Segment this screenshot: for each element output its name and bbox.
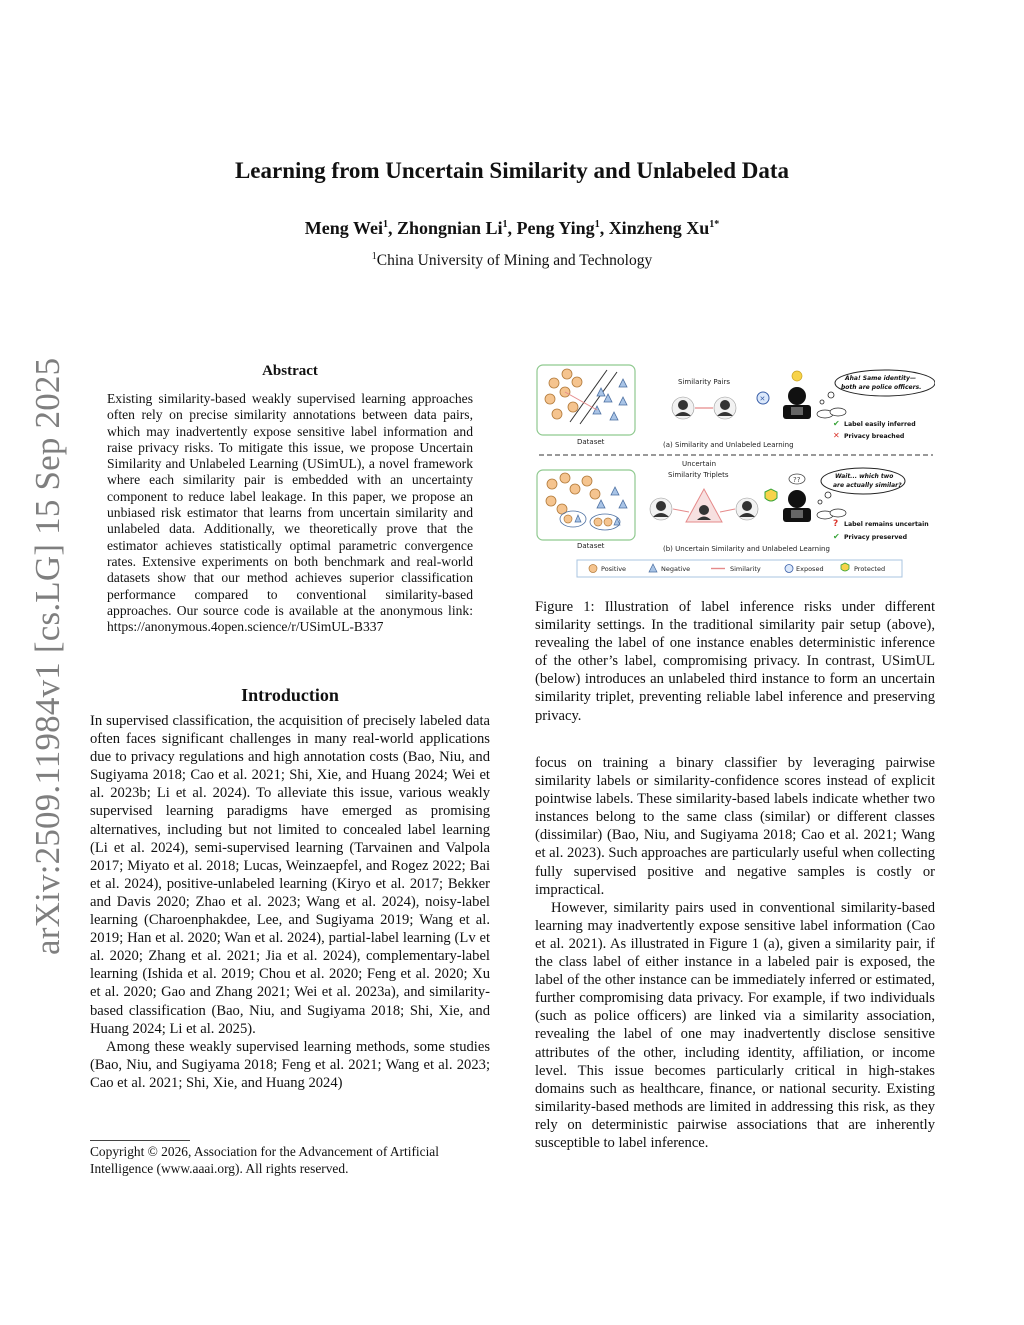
- paragraph: Among these weakly supervised learning methods, some studies (Bao, Niu, and Sugiyama 2018; Feng et al. 2021; Wang et al. 2023; Cao et al. 2021; Shi, Xie, and Huang 2024): [90, 1038, 490, 1091]
- footnote-rule: [90, 1140, 190, 1141]
- svg-text:✔: ✔: [833, 532, 840, 541]
- svg-text:✔: ✔: [833, 419, 840, 428]
- legend-label: Exposed: [796, 565, 824, 573]
- copyright-footnote: Copyright © 2026, Association for the Advancement of Artificial Intelligence (www.aaai.org). All rights reserved.: [90, 1144, 439, 1176]
- uncertain-label: Similarity Triplets: [668, 471, 729, 479]
- thought-bubble-a: [820, 370, 935, 404]
- author-mark: 1: [382, 219, 388, 230]
- status-text: Label remains uncertain: [844, 521, 929, 528]
- hacker-icon-a: [783, 387, 811, 419]
- bubble-text: Aha! Same identity—: [845, 375, 916, 382]
- paragraph: focus on training a binary classifier by leveraging pairwise similarity labels or similarity-confidence scores instead of explicit pointwise labels. These similarity-based labels indicate whether two instances belong to the same class (similar) or different classes (dissimilar) (Bao, Niu, and Sugiyama 2018; Cao et al. 2021; Wang et al. 2023). Such approaches are particularly useful when collecting fully supervised positive and negative samples is costly or impractical.: [535, 755, 935, 898]
- affiliation: [0, 252, 1024, 270]
- panel-b-caption: (b) Uncertain Similarity and Unlabeled Learning: [663, 545, 830, 553]
- status-text: Label easily inferred: [844, 421, 916, 428]
- author-mark: 1*: [709, 219, 720, 230]
- panel-a-caption: (a) Similarity and Unlabeled Learning: [663, 441, 794, 449]
- status-text: Privacy breached: [844, 433, 905, 440]
- svg-text:✕: ✕: [833, 431, 840, 440]
- legend-label: Similarity: [730, 565, 761, 573]
- svg-text:??: ??: [793, 476, 801, 484]
- author-mark: 1: [594, 219, 600, 230]
- author-name: Zhongnian Li: [396, 218, 503, 238]
- hacker-icon-b: [783, 490, 811, 522]
- author-name: Meng Wei: [304, 218, 383, 238]
- exposed-icon: [757, 392, 769, 404]
- bubble-text: are actually similar?: [833, 482, 902, 489]
- author-name: Peng Ying: [516, 218, 595, 238]
- svg-text:?: ?: [833, 519, 839, 529]
- dataset-label: Dataset: [577, 542, 605, 550]
- status-b: [833, 519, 929, 541]
- dataset-box-b: [537, 470, 635, 550]
- author-mark: 1: [502, 219, 508, 230]
- paper-title: Learning from Uncertain Similarity and Unlabeled Data: [234, 158, 790, 183]
- small-bubbles-a: [817, 408, 846, 418]
- svg-text:✕: ✕: [759, 395, 766, 403]
- figure-caption: Figure 1: Illustration of label inference risks under different similarity settings. In the traditional similarity pair setup (above), revealing the label of one instance enables deterministic inference of the other’s label, compromising privacy. In contrast, USimUL (below) introduces an unlabeled third instance to form an uncertain similarity triplet, preventing reliable label inference and preserving privacy.: [535, 599, 935, 724]
- thought-bubble-b: [818, 468, 905, 504]
- abstract-text: Existing similarity-based weakly supervised learning approaches often rely on precise similarity annotations between data pairs, which may inadvertently expose sensitive label information and raise privacy risks. To mitigate this issue, we propose Uncertain Similarity and Unlabeled Learning (USimUL), a novel framework where each similarity pair is embedded with an uncertainty component to reduce label leakage. In this paper, we propose an unbiased risk estimator that learns from uncertain similarity and unlabeled data. Additionally, we theoretically prove that the estimator achieves statistically optimal parametric convergence rates. Extensive experiments on both benchmark and real-world datasets show that our method achieves superior classification performance compared to conventional similarity-based approaches. Our source code is available at the anonymous link: https://anonymous.4open.science/r/USimUL-B337: [107, 391, 473, 635]
- legend-label: Protected: [854, 565, 886, 573]
- arxiv-identifier: arXiv:2509.11984v1 [cs.LG] 15 Sep 2025: [28, 357, 67, 955]
- figure-1: [535, 362, 935, 584]
- uncertain-label: Uncertain: [682, 460, 717, 468]
- similarity-pairs-label: Similarity Pairs: [678, 378, 730, 386]
- officer-triplet-b: [650, 489, 758, 522]
- small-bubbles-b: [817, 509, 846, 519]
- lightbulb-icon: [792, 371, 802, 381]
- affiliation-mark: 1: [371, 250, 377, 262]
- introduction-heading: Introduction: [241, 685, 339, 705]
- protected-icon: [765, 489, 777, 501]
- figure-legend: [577, 560, 902, 577]
- bubble-text: both are police officers.: [841, 384, 922, 391]
- question-cloud-icon: [789, 474, 805, 484]
- author-name: Xinzheng Xu: [608, 218, 710, 238]
- left-column-body: [90, 712, 490, 1092]
- dataset-label: Dataset: [577, 438, 605, 446]
- dataset-box-a: [537, 365, 635, 446]
- right-column-body: [535, 754, 935, 1152]
- abstract-heading: Abstract: [262, 363, 318, 379]
- author-list: Meng Wei$^1$, Zhongnian Li$^1$, Peng Ying$^1$, Xinzheng $Xu^{1*}$: [304, 218, 720, 238]
- legend-label: Positive: [601, 565, 627, 573]
- status-text: Privacy preserved: [844, 534, 908, 541]
- affiliation-text: China University of Mining and Technology: [376, 252, 653, 269]
- paragraph: However, similarity pairs used in conventional similarity-based learning may inadvertently expose sensitive label information (Cao et al. 2021). As illustrated in Figure 1 (a), given a similarity pair, if the class label of either instance in a labeled pair is exposed, the label of the other instance can be immediately inferred or estimated, further compromising data privacy. For example, if two individuals (such as police officers) are linked via a similarity association, revealing the label of one may inadvertently disclose sensitive attributes of the other, including identity, affiliation, or income level. This issue becomes particularly critical in high-stakes domains such as healthcare, finance, or national security. Existing similarity-based methods are limited in addressing this risk, as they rely on deterministic pairwise associations that are inherently susceptible to label inference.: [535, 899, 935, 1151]
- paragraph: In supervised classification, the acquisition of precisely labeled data often faces significant challenges in many real-world applications due to privacy regulations and high annotation costs (Bao, Niu, and Sugiyama 2018; Cao et al. 2021; Shi, Xie, and Huang 2024; Wei et al. 2023b; Li et al. 2024). To alleviate this issue, various weakly supervised learning paradigms have emerged as promising alternatives, including but not limited to concealed label learning (Li et al. 2024), semi-supervised learning (Tarvainen and Valpola 2017; Miyato et al. 2018; Lucas, Weinzaepfel, and Rogez 2022; Bai et al. 2024), positive-unlabeled learning (Kiryo et al. 2017; Bekker and Davis 2020; Zhao et al. 2023; Wang et al. 2024), noisy-label learning (Charoenphakdee, Lee, and Sugiyama 2019; Wang et al. 2019; Han et al. 2020; Wan et al. 2024), partial-label learning (Lv et al. 2020; Zhang et al. 2021; Jia et al. 2024), complementary-label learning (Ishida et al. 2019; Chou et al. 2020; Feng et al. 2020; Xu et al. 2020; Gao and Zhang 2021; Wei et al. 2023a), and similarity-based classification (Bao, Niu, and Sugiyama 2018; Shi, Xie, and Huang 2024; Li et al. 2025).: [90, 713, 490, 1037]
- bubble-text: Wait... which two: [835, 473, 894, 480]
- legend-label: Negative: [661, 565, 691, 573]
- status-a: [833, 419, 916, 440]
- officer-pair-a: [672, 397, 736, 419]
